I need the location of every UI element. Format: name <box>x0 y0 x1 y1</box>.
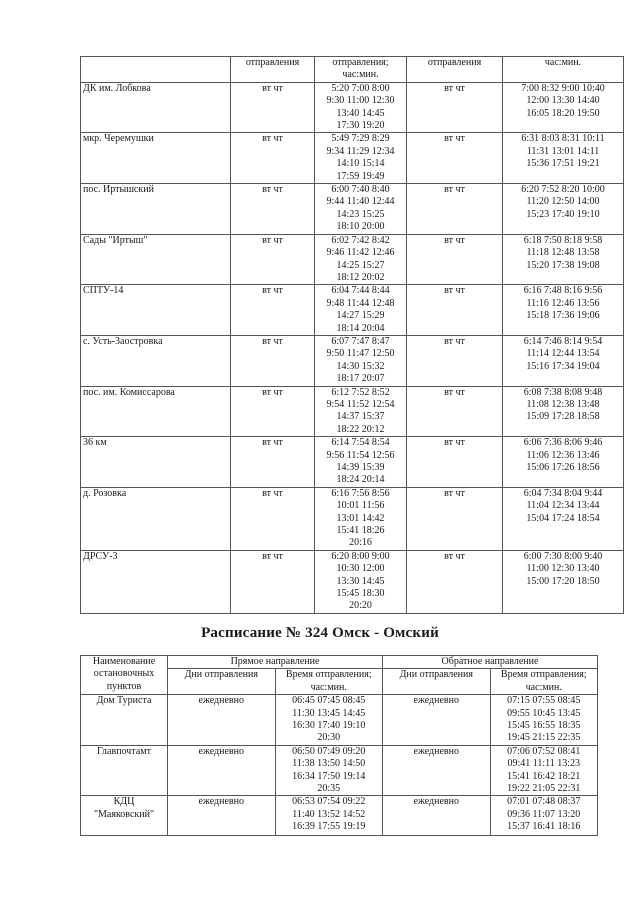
times-back-cell: 07:06 07:52 08:41 09:41 11:11 13:23 15:41 16:42 18:21 19:22 21:05 22:31 <box>490 745 598 796</box>
times-back-cell: 6:18 7:50 8:18 9:58 11:18 12:48 13:58 15:20 17:38 19:08 <box>503 234 624 285</box>
header-cell-stop <box>81 57 231 83</box>
times-back-cell: 07:15 07:55 08:45 09:55 10:45 13:45 15:45 16:55 18:35 19:45 21:15 22:35 <box>490 695 598 746</box>
table-row <box>81 82 624 133</box>
days-back-cell: вт чт <box>407 437 503 488</box>
table-body <box>81 82 624 613</box>
header-cell-days-back: Дни отправления <box>383 669 491 695</box>
header-cell-times-forward: отправления; час:мин. <box>315 57 407 83</box>
times-back-cell: 07:01 07:48 08:37 09:36 11:07 13:20 15:37 16:41 18:16 <box>490 796 598 836</box>
days-forward-cell: ежедневно <box>168 796 276 836</box>
table-body <box>81 695 598 836</box>
table-row <box>81 184 624 235</box>
days-forward-cell: ежедневно <box>168 695 276 746</box>
days-forward-cell: вт чт <box>231 437 315 488</box>
days-forward-cell: ежедневно <box>168 745 276 796</box>
table-row <box>81 386 624 437</box>
table-row <box>81 234 624 285</box>
times-forward-cell: 6:14 7:54 8:54 9:56 11:54 12:56 14:39 15:39 18:24 20:14 <box>315 437 407 488</box>
times-forward-cell: 06:45 07:45 08:45 11:30 13:45 14:45 16:30 17:40 19:10 20:30 <box>275 695 383 746</box>
times-back-cell: 6:31 8:03 8:31 10:11 11:31 13:01 14:11 15:36 17:51 19:21 <box>503 133 624 184</box>
schedule-title: Расписание № 324 Омск - Омский <box>201 625 439 641</box>
stop-name-cell: с. Усть-Заостровка <box>81 335 231 386</box>
days-forward-cell: вт чт <box>231 133 315 184</box>
table-row <box>81 695 598 746</box>
header-cell-times-back: Время отправления; час:мин. <box>490 669 598 695</box>
stop-name-cell: мкр. Черемушки <box>81 133 231 184</box>
schedule-table-continued <box>80 56 624 614</box>
header-cell-days-forward: Дни отправления <box>168 669 276 695</box>
header-cell-stop <box>81 656 168 695</box>
days-back-cell: вт чт <box>407 82 503 133</box>
header-cell-times-forward: Время отправления; час:мин. <box>275 669 383 695</box>
stop-name-cell: Главпочтамт <box>81 745 168 796</box>
schedule-table-324 <box>80 655 598 836</box>
table-row <box>81 285 624 336</box>
times-back-cell: 6:20 7:52 8:20 10:00 11:20 12:50 14:00 15:23 17:40 19:10 <box>503 184 624 235</box>
times-back-cell: 6:08 7:38 8:08 9:48 11:08 12:38 13:48 15:09 17:28 18:58 <box>503 386 624 437</box>
times-back-cell: 6:16 7:48 8:16 9:56 11:16 12:46 13:56 15:18 17:36 19:06 <box>503 285 624 336</box>
times-forward-cell: 6:20 8:00 9:00 10:30 12:00 13:30 14:45 15:45 18:30 20:20 <box>315 550 407 613</box>
header-cell-days-back: отправления <box>407 57 503 83</box>
days-back-cell: вт чт <box>407 184 503 235</box>
table-header-row <box>81 57 624 83</box>
days-back-cell: вт чт <box>407 386 503 437</box>
days-forward-cell: вт чт <box>231 386 315 437</box>
days-back-cell: вт чт <box>407 487 503 550</box>
table-row <box>81 487 624 550</box>
table-row <box>81 550 624 613</box>
times-back-cell: 6:04 7:34 8:04 9:44 11:04 12:34 13:44 15:04 17:24 18:54 <box>503 487 624 550</box>
days-forward-cell: вт чт <box>231 335 315 386</box>
days-forward-cell: вт чт <box>231 234 315 285</box>
times-forward-cell: 6:12 7:52 8:52 9:54 11:52 12:54 14:37 15:37 18:22 20:12 <box>315 386 407 437</box>
times-forward-cell: 5:49 7:29 8:29 9:34 11:29 12:34 14:10 15:14 17:59 19:49 <box>315 133 407 184</box>
days-back-cell: вт чт <box>407 234 503 285</box>
times-forward-cell: 5:20 7:00 8:00 9:30 11:00 12:30 13:40 14:45 17:30 19:20 <box>315 82 407 133</box>
stop-name-cell: ДРСУ-3 <box>81 550 231 613</box>
days-forward-cell: вт чт <box>231 550 315 613</box>
stop-name-cell: КДЦ "Маяковский" <box>81 796 168 836</box>
days-forward-cell: вт чт <box>231 487 315 550</box>
header-cell-days-forward: отправления <box>231 57 315 83</box>
days-back-cell: вт чт <box>407 335 503 386</box>
table-row <box>81 335 624 386</box>
times-back-cell: 6:06 7:36 8:06 9:46 11:06 12:36 13:46 15:06 17:26 18:56 <box>503 437 624 488</box>
table-row <box>81 745 598 796</box>
stop-name-cell: пос. Иртышский <box>81 184 231 235</box>
times-back-cell: 6:14 7:46 8:14 9:54 11:14 12:44 13:54 15:16 17:34 19:04 <box>503 335 624 386</box>
table-row <box>81 796 598 836</box>
times-forward-cell: 6:07 7:47 8:47 9:50 11:47 12:50 14:30 15:32 18:17 20:07 <box>315 335 407 386</box>
header-cell-forward-direction: Прямое направление <box>168 656 383 669</box>
stop-name-cell: 36 км <box>81 437 231 488</box>
days-back-cell: ежедневно <box>383 745 491 796</box>
times-back-cell: 7:00 8:32 9:00 10:40 12:00 13:30 14:40 16:05 18:20 19:50 <box>503 82 624 133</box>
stop-name-cell: Сады "Иртыш" <box>81 234 231 285</box>
header-stop-label: Наименование остановочных пунктов <box>92 656 156 692</box>
times-forward-cell: 6:16 7:56 8:56 10:01 11:56 13:01 14:42 15:41 18:26 20:16 <box>315 487 407 550</box>
days-back-cell: вт чт <box>407 133 503 184</box>
header-cell-times-back: час:мин. <box>503 57 624 83</box>
days-forward-cell: вт чт <box>231 184 315 235</box>
times-forward-cell: 6:02 7:42 8:42 9:46 11:42 12:46 14:25 15:27 18:12 20:02 <box>315 234 407 285</box>
stop-name-cell: д. Розовка <box>81 487 231 550</box>
times-forward-cell: 6:00 7:40 8:40 9:44 11:40 12:44 14:23 15:25 18:10 20:00 <box>315 184 407 235</box>
stop-name-cell: Дом Туриста <box>81 695 168 746</box>
stop-name-cell: пос. им. Комиссарова <box>81 386 231 437</box>
days-back-cell: вт чт <box>407 285 503 336</box>
stop-name-cell: СПТУ-14 <box>81 285 231 336</box>
table-row <box>81 437 624 488</box>
days-back-cell: вт чт <box>407 550 503 613</box>
days-back-cell: ежедневно <box>383 695 491 746</box>
times-forward-cell: 06:50 07:49 09:20 11:38 13:50 14:50 16:34 17:50 19:14 20:35 <box>275 745 383 796</box>
times-forward-cell: 06:53 07:54 09:22 11:40 13:52 14:52 16:39 17:55 19:19 <box>275 796 383 836</box>
times-forward-cell: 6:04 7:44 8:44 9:48 11:44 12:48 14:27 15:29 18:14 20:04 <box>315 285 407 336</box>
table-row <box>81 133 624 184</box>
header-cell-back-direction: Обратное направление <box>383 656 598 669</box>
table-header-row <box>81 656 598 669</box>
stop-name-cell: ДК им. Лобкова <box>81 82 231 133</box>
days-back-cell: ежедневно <box>383 796 491 836</box>
times-back-cell: 6:00 7:30 8:00 9:40 11:00 12:30 13:40 15:00 17:20 18:50 <box>503 550 624 613</box>
days-forward-cell: вт чт <box>231 285 315 336</box>
days-forward-cell: вт чт <box>231 82 315 133</box>
